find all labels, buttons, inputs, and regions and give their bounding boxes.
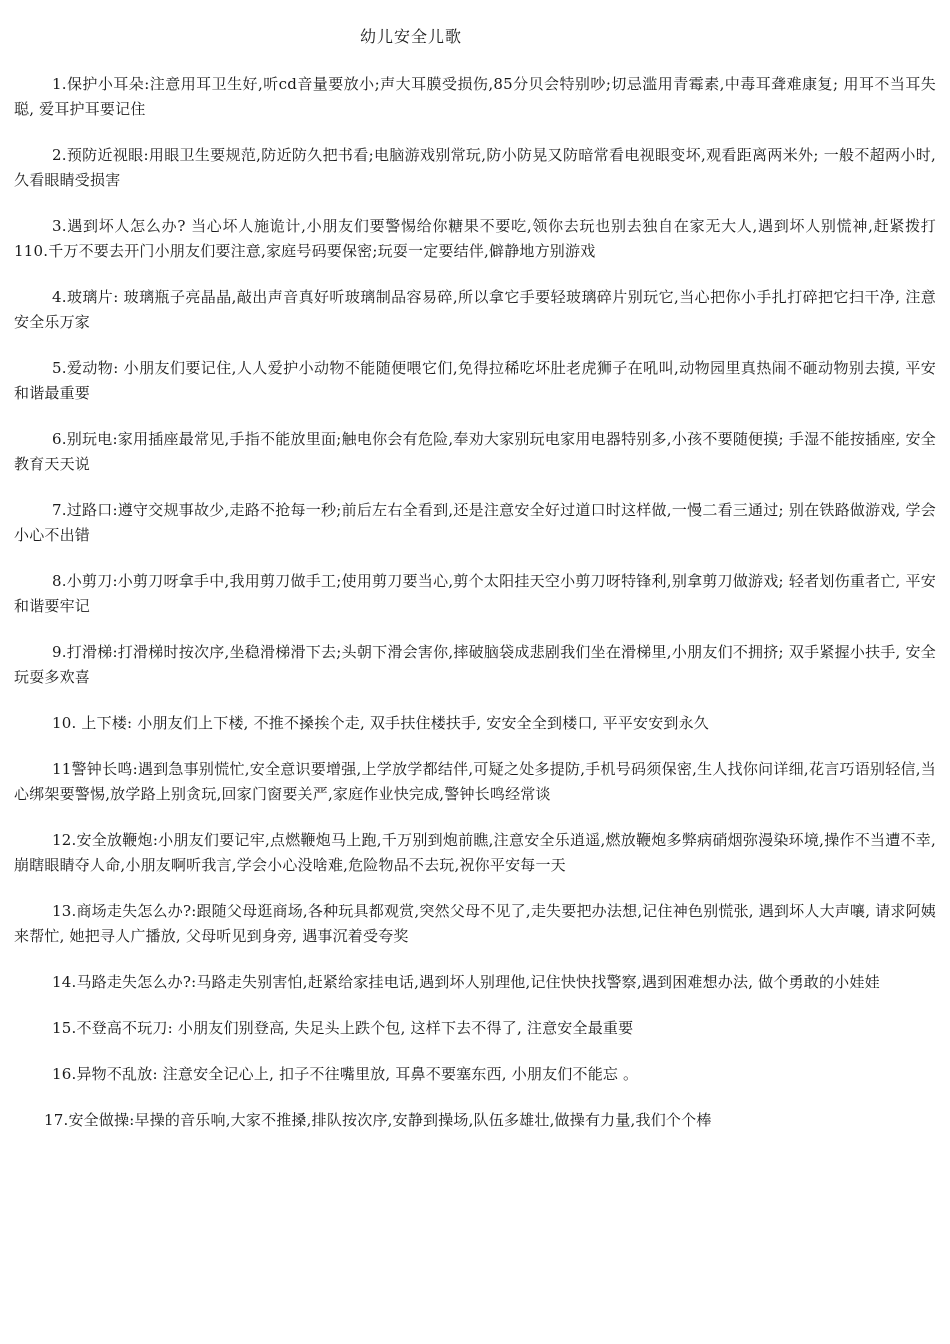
rhyme-paragraph-10: 10. 上下楼: 小朋友们上下楼, 不推不搡挨个走, 双手扶住楼扶手, 安安全全到楼口, 平平安安到永久 (52, 714, 709, 732)
rhyme-paragraph-3: 3.遇到坏人怎么办? 当心坏人施诡计,小朋友们要警惕给你糖果不要吃,领你去玩也别去独自在家无大人,遇到坏人别慌神,赶紧拨打110.千万不要去开门小朋友们要注意,家庭号码要保密;玩耍一定要结伴,僻静地方别游戏 (14, 217, 936, 260)
rhyme-paragraph-4: 4.玻璃片: 玻璃瓶子亮晶晶,敲出声音真好听玻璃制品容易碎,所以拿它手要轻玻璃碎片别玩它,当心把你小手扎打碎把它扫干净, 注意安全乐万家 (14, 288, 936, 331)
rhyme-paragraph-2: 2.预防近视眼:用眼卫生要规范,防近防久把书看;电脑游戏别常玩,防小防晃又防暗常看电视眼变坏,观看距离两米外; 一般不超两小时, 久看眼睛受损害 (14, 146, 936, 189)
rhyme-paragraph-13: 13.商场走失怎么办?:跟随父母逛商场,各种玩具都观赏,突然父母不见了,走失要把办法想,记住神色别慌张, 遇到坏人大声嚷, 请求阿姨来帮忙, 她把寻人广播放, 父母听见到身旁, 遇事沉着受夸奖 (14, 902, 936, 945)
document-title: 幼儿安全儿歌 (360, 27, 463, 46)
rhyme-paragraph-12: 12.安全放鞭炮:小朋友们要记牢,点燃鞭炮马上跑,千万别到炮前瞧,注意安全乐逍遥,燃放鞭炮多弊病硝烟弥漫染环境,操作不当遭不幸,崩瞎眼睛夺人命,小朋友啊听我言,学会小心没啥难,危险物品不去玩,祝你平安每一天 (14, 831, 936, 874)
rhyme-paragraph-6: 6.别玩电:家用插座最常见,手指不能放里面;触电你会有危险,奉劝大家别玩电家用电器特别多,小孩不要随便摸; 手湿不能按插座, 安全教育天天说 (14, 430, 936, 473)
rhyme-paragraph-14: 14.马路走失怎么办?:马路走失别害怕,赶紧给家挂电话,遇到坏人别理他,记住快快找警察,遇到困难想办法, 做个勇敢的小娃娃 (52, 973, 880, 991)
rhyme-paragraph-8: 8.小剪刀:小剪刀呀拿手中,我用剪刀做手工;使用剪刀要当心,剪个太阳挂天空小剪刀呀特锋利,别拿剪刀做游戏; 轻者划伤重者亡, 平安和谐要牢记 (14, 572, 936, 615)
rhyme-paragraph-16: 16.异物不乱放: 注意安全记心上, 扣子不往嘴里放, 耳鼻不要塞东西, 小朋友们不能忘 。 (52, 1065, 639, 1083)
rhyme-paragraph-5: 5.爱动物: 小朋友们要记住,人人爱护小动物不能随便喂它们,免得拉稀吃坏肚老虎狮子在吼叫,动物园里真热闹不砸动物别去摸, 平安和谐最重要 (14, 359, 936, 402)
rhyme-paragraph-15: 15.不登高不玩刀: 小朋友们别登高, 失足头上跌个包, 这样下去不得了, 注意安全最重要 (52, 1019, 634, 1037)
rhyme-paragraph-17: 17.安全做操:早操的音乐响,大家不推搡,排队按次序,安静到操场,队伍多雄壮,做操有力量,我们个个棒 (44, 1111, 712, 1129)
rhyme-paragraph-11: 11警钟长鸣:遇到急事别慌忙,安全意识要增强,上学放学都结伴,可疑之处多提防,手机号码须保密,生人找你问详细,花言巧语别轻信,当心绑架要警惕,放学路上别贪玩,回家门窗要关严,家庭作业快完成,警钟长鸣经常谈 (14, 760, 936, 803)
rhyme-paragraph-9: 9.打滑梯:打滑梯时按次序,坐稳滑梯滑下去;头朝下滑会害你,摔破脑袋成悲剧我们坐在滑梯里,小朋友们不拥挤; 双手紧握小扶手, 安全玩耍多欢喜 (14, 643, 936, 686)
rhyme-paragraph-1: 1.保护小耳朵:注意用耳卫生好,听cd音量要放小;声大耳膜受损伤,85分贝会特别吵;切忌滥用青霉素,中毒耳聋难康复; 用耳不当耳失聪, 爱耳护耳要记住 (14, 75, 936, 118)
rhyme-paragraph-7: 7.过路口:遵守交规事故少,走路不抢每一秒;前后左右全看到,还是注意安全好过道口时这样做,一慢二看三通过; 别在铁路做游戏, 学会小心不出错 (14, 501, 936, 544)
